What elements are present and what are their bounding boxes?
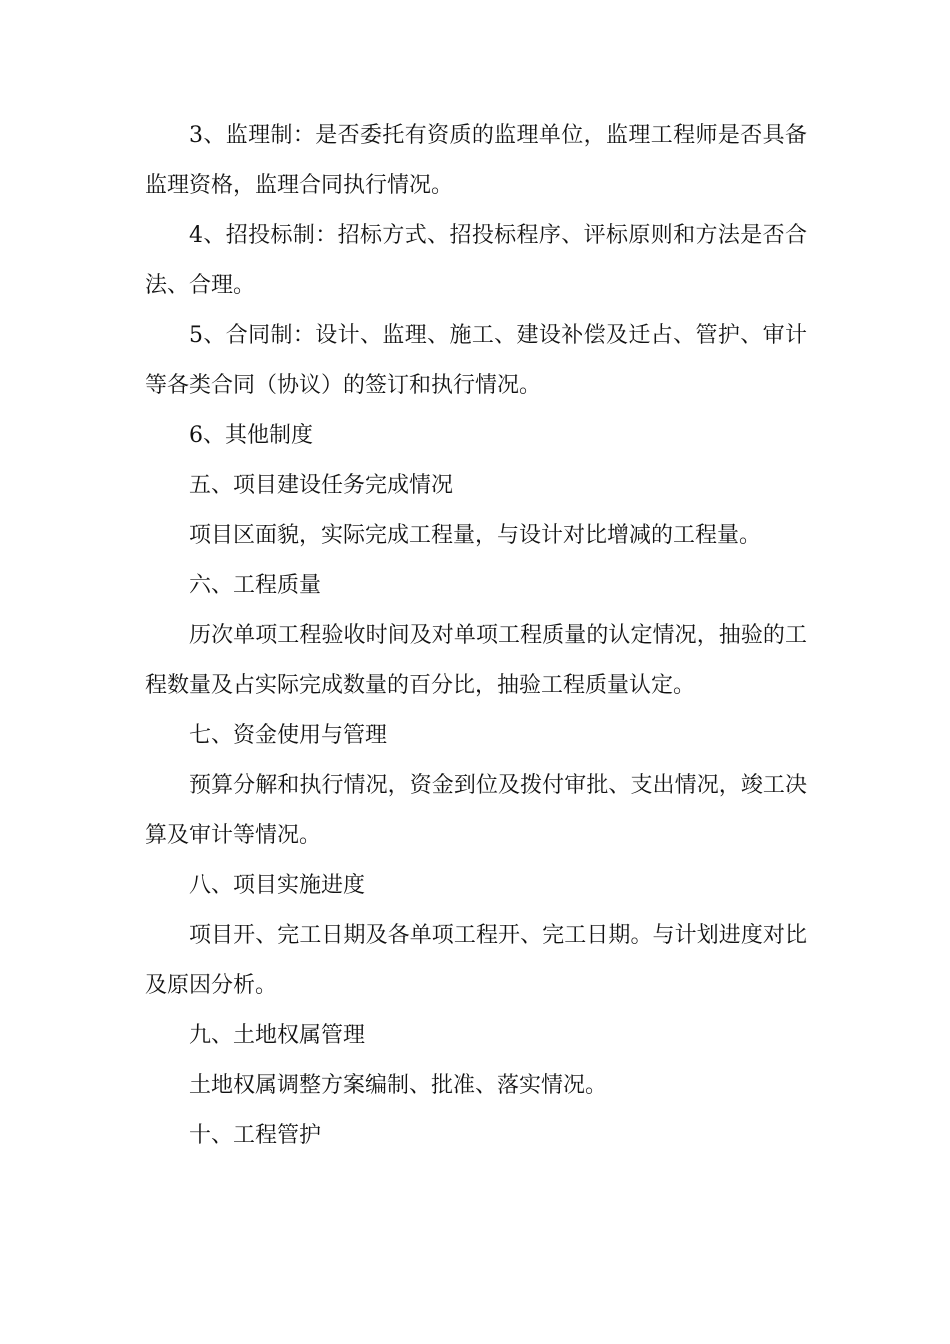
paragraph-task-completion: 项目区面貌，实际完成工程量，与设计对比增减的工程量。 [189, 523, 762, 548]
section-heading-project-maintenance: 十、工程管护 [189, 1123, 322, 1148]
paragraph-engineering-quality: 历次单项工程验收时间及对单项工程质量的认定情况，抽验的工程数量及占实际完成数量的百分比，抽验工程质量认定。 [145, 623, 807, 698]
paragraph-contract-system: 5、合同制：设计、监理、施工、建设补偿及迁占、管护、审计等各类合同（协议）的签订和执行情况。 [145, 323, 807, 398]
paragraph-supervision-system: 3、监理制：是否委托有资质的监理单位，监理工程师是否具备监理资格，监理合同执行情况。 [145, 123, 807, 198]
section-heading-task-completion: 五、项目建设任务完成情况 [189, 473, 454, 498]
paragraph-other-systems: 6、其他制度 [189, 423, 313, 448]
section-heading-land-ownership: 九、土地权属管理 [189, 1023, 366, 1048]
paragraph-land-ownership: 土地权属调整方案编制、批准、落实情况。 [189, 1073, 608, 1098]
document-body [145, 111, 807, 1161]
paragraph-funds-management: 预算分解和执行情况，资金到位及拨付审批、支出情况，竣工决算及审计等情况。 [145, 773, 807, 848]
section-heading-funds-management: 七、资金使用与管理 [189, 723, 388, 748]
paragraph-implementation-progress: 项目开、完工日期及各单项工程开、完工日期。与计划进度对比及原因分析。 [145, 923, 807, 998]
paragraph-bidding-system: 4、招投标制：招标方式、招投标程序、评标原则和方法是否合法、合理。 [145, 223, 807, 298]
section-heading-implementation-progress: 八、项目实施进度 [189, 873, 366, 898]
section-heading-engineering-quality: 六、工程质量 [189, 573, 322, 598]
